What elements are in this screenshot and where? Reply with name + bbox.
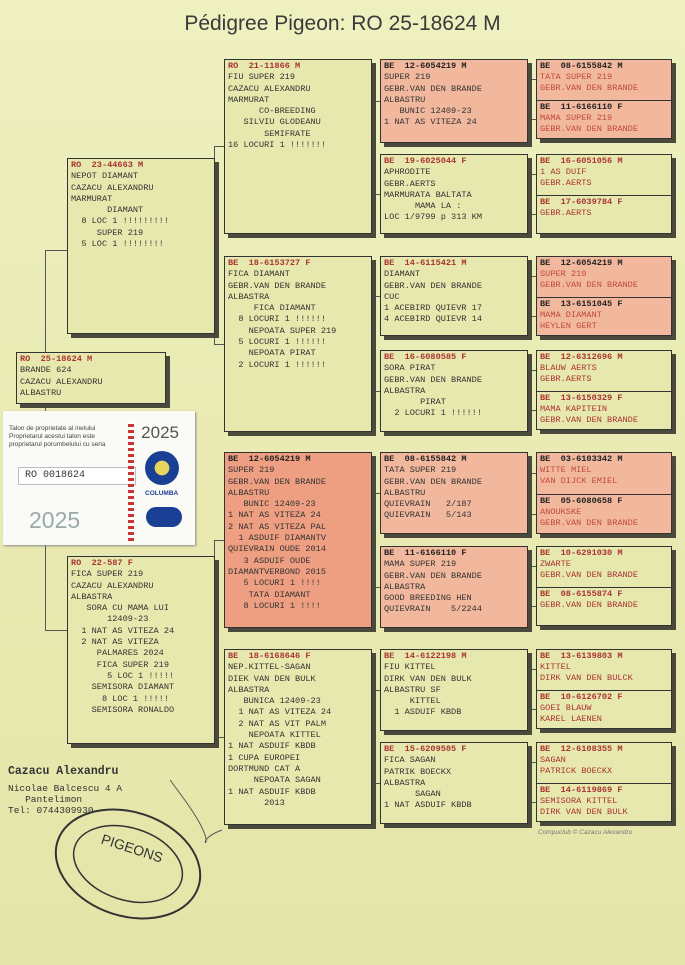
pedigree-line: GEBR.AERTS <box>540 208 592 218</box>
gggp-dam <box>537 195 671 234</box>
gggp-sire <box>537 547 671 587</box>
pedigree-line: DORTMUND CAT A <box>228 763 301 774</box>
pedigree-line: SORA CU MAMA LUI <box>71 603 169 614</box>
pedigree-line: 2 LOCURI 1 !!!!!! <box>228 359 326 370</box>
ring-number: BE 14-6119869 F <box>540 785 623 795</box>
pedigree-line: SUPER 219 <box>71 227 144 238</box>
columba-emblem-icon <box>145 451 179 485</box>
pedigree-line: GOOD BREEDING HEN <box>384 593 472 604</box>
pedigree-line: GEBR.VAN DEN BRANDE <box>540 280 638 290</box>
ring-number: BE 08-6155842 M <box>540 61 623 71</box>
pedigree-line: BUNICA 12409-23 <box>228 696 321 707</box>
pedigree-line: SUPER 219 <box>384 72 431 83</box>
pedigree-line: NEP.KITTEL-SAGAN <box>228 662 311 673</box>
pedigree-line: 1 ASDUIF KBDB <box>384 707 462 718</box>
great-great-grandparents-card <box>536 742 672 822</box>
great-grandparent-card <box>380 154 528 234</box>
pedigree-line: DIRK VAN DEN BULCK <box>540 673 633 683</box>
sire-card <box>67 158 215 334</box>
great-grandparent-card <box>380 452 528 534</box>
owner-stamp-and-signature <box>0 760 230 940</box>
pedigree-line: 8 LOC 1 !!!!! <box>71 693 169 704</box>
pedigree-line: 2 NAT AS VITEZA PAL <box>228 521 326 532</box>
pedigree-line: NEPOATA KITTEL <box>228 730 321 741</box>
pedigree-line: ALBASTRA <box>384 581 426 592</box>
pedigree-line: 2 LOCURI 1 !!!!!! <box>384 408 482 419</box>
pedigree-line: FICA DIAMANT <box>228 303 316 314</box>
lace-decoration <box>128 421 134 541</box>
pedigree-line: PATRICK BOECKX <box>540 766 613 776</box>
pedigree-line: DIRK VAN DEN BULK <box>540 807 628 817</box>
pedigree-line: APHRODITE <box>384 167 431 178</box>
pedigree-line: GEBR.VAN DEN BRANDE <box>384 570 482 581</box>
pedigree-line: SORA PIRAT <box>384 363 436 374</box>
pedigree-line: ZWARTE <box>540 559 571 569</box>
great-grandparent-card <box>380 256 528 336</box>
pedigree-line: NEPOATA SAGAN <box>228 775 321 786</box>
pedigree-line: SEMISORA RONALDO <box>71 704 175 715</box>
ring-ownership-card <box>3 411 195 545</box>
pedigree-line: GEBR.VAN DEN BRANDE <box>228 476 326 487</box>
pedigree-line: 5 LOC 1 !!!!! <box>71 670 175 681</box>
pedigree-line: SEMIFRATE <box>228 128 311 139</box>
pedigree-line: QUIEVRAIN 5/2244 <box>384 604 482 615</box>
pedigree-line: PATRIK BOECKX <box>384 766 452 777</box>
ring-number: BE 12-6054219 M <box>540 258 623 268</box>
gggp-dam <box>537 587 671 626</box>
pedigree-line: NEPOT DIAMANT <box>71 171 139 182</box>
ring-number: BE 15-6209505 F <box>384 744 467 754</box>
gggp-dam <box>537 100 671 139</box>
pedigree-line: FIU SUPER 219 <box>228 72 296 83</box>
gggp-dam <box>537 690 671 729</box>
pedigree-line: NEPOATA PIRAT <box>228 348 316 359</box>
ring-number: RO 21-11866 M <box>228 61 301 71</box>
ring-number: BE 11-6166110 F <box>384 548 467 558</box>
pedigree-line: SEMISORA DIAMANT <box>71 682 175 693</box>
gggp-sire <box>537 60 671 100</box>
pedigree-line: FIU KITTEL <box>384 662 436 673</box>
pedigree-line: GEBR.AERTS <box>384 178 436 189</box>
pedigree-line: GEBR.VAN DEN BRANDE <box>228 280 326 291</box>
tag-brand: COLUMBA <box>145 490 179 497</box>
connector <box>214 146 224 147</box>
pedigree-line: KITTEL <box>384 696 441 707</box>
gggp-sire <box>537 650 671 690</box>
pedigree-line: CAZACU ALEXANDRU <box>20 376 103 387</box>
ring-number: BE 11-6166110 F <box>540 102 623 112</box>
pedigree-line: 2 NAT AS VIT PALM <box>228 718 326 729</box>
pedigree-line: FICA SAGAN <box>384 755 436 766</box>
connector <box>214 540 224 541</box>
gggp-dam <box>537 494 671 534</box>
pedigree-line: PALMARES 2024 <box>71 648 164 659</box>
connector <box>45 250 46 352</box>
pedigree-line: BUNIC 12409-23 <box>384 106 472 117</box>
pedigree-line: QUIEVRAIN 5/143 <box>384 510 472 521</box>
pedigree-line: VAN DIJCK EMIEL <box>540 476 618 486</box>
ring-number: RO 22-587 F <box>71 558 133 568</box>
pedigree-line: 1 NAT AS VITEZA 24 <box>71 625 175 636</box>
pedigree-line: BRANDE 624 <box>20 365 72 376</box>
great-great-grandparents-card <box>536 154 672 234</box>
pedigree-line: GEBR.VAN DEN BRANDE <box>384 476 482 487</box>
software-credit: Compuclub © Cazacu Alexandru <box>538 829 633 836</box>
pedigree-line: 2 NAT AS VITEZA <box>71 637 159 648</box>
stamp-inner-ring <box>64 812 193 915</box>
pedigree-line: ALBASTRU <box>384 487 426 498</box>
great-great-grandparents-card <box>536 649 672 729</box>
pedigree-line: HEYLEN GERT <box>540 321 597 331</box>
ring-number: BE 16-6051056 M <box>540 156 623 166</box>
ring-number: BE 13-6151045 F <box>540 299 623 309</box>
pedigree-line: PIRAT <box>384 397 446 408</box>
pedigree-line: TATA SUPER 219 <box>540 72 613 82</box>
ring-number: BE 17-6039784 F <box>540 197 623 207</box>
pedigree-line: ANOUKSKE <box>540 507 582 517</box>
ring-number: RO 25-18624 M <box>20 354 93 364</box>
ring-number: BE 03-6103342 M <box>540 454 623 464</box>
pedigree-line: GEBR.AERTS <box>540 374 592 384</box>
ring-number: BE 19-6025044 F <box>384 156 467 166</box>
ring-number: RO 23-44663 M <box>71 160 144 170</box>
ring-number: BE 08-6155874 F <box>540 589 623 599</box>
pedigree-line: GEBR.VAN DEN BRANDE <box>384 280 482 291</box>
ring-number: BE 10-6291030 M <box>540 548 623 558</box>
grandparent-card <box>224 452 372 628</box>
great-great-grandparents-card <box>536 546 672 626</box>
ring-number: BE 13-6150329 F <box>540 393 623 403</box>
pedigree-line: GEBR.VAN DEN BRANDE <box>540 415 638 425</box>
pigeon-logo-icon <box>146 507 182 527</box>
pedigree-line: 5 LOCURI 1 !!!!!! <box>228 337 326 348</box>
pedigree-line: MAMA KAPITEIN <box>540 404 608 414</box>
tag-year-large: 2025 <box>29 507 81 533</box>
ring-number: BE 12-6312696 M <box>540 352 623 362</box>
tag-ring-number: RO 0018624 <box>18 467 136 485</box>
pedigree-line: MARMURAT <box>71 193 113 204</box>
pedigree-line: SAGAN <box>384 789 441 800</box>
connector <box>45 250 67 251</box>
pedigree-line: GEBR.VAN DEN BRANDE <box>384 374 482 385</box>
ring-number: BE 18-6168646 F <box>228 651 311 661</box>
pedigree-line: FICA SUPER 219 <box>71 569 144 580</box>
pedigree-line: MAMA SUPER 219 <box>384 559 457 570</box>
gggp-sire <box>537 155 671 195</box>
pedigree-line: MARMURATA BALTATA <box>384 189 472 200</box>
pedigree-line: 8 LOCURI 1 !!!! <box>228 600 321 611</box>
pedigree-line: CAZACU ALEXANDRU <box>71 182 154 193</box>
pedigree-line: KITTEL <box>540 662 571 672</box>
pedigree-line: WITTE MIEL <box>540 465 592 475</box>
gggp-dam <box>537 391 671 430</box>
pedigree-line: SAGAN <box>540 755 566 765</box>
pedigree-line: 1 NAT AS VITEZA 24 <box>228 707 332 718</box>
great-great-grandparents-card <box>536 350 672 430</box>
ring-number: BE 14-6115421 M <box>384 258 467 268</box>
gggp-sire <box>537 453 671 494</box>
pedigree-line: DIEK VAN DEN BULK <box>228 673 316 684</box>
pedigree-line: GEBR.AERTS <box>540 178 592 188</box>
gggp-dam <box>537 297 671 336</box>
pedigree-line: 5 LOC 1 !!!!!!!! <box>71 239 164 250</box>
stamp-outer-ring <box>42 792 215 937</box>
pedigree-line: GEBR.VAN DEN BRANDE <box>384 83 482 94</box>
pedigree-line: 5 LOCURI 1 !!!! <box>228 578 321 589</box>
pedigree-line: ALBASTRA <box>228 291 270 302</box>
gggp-sire <box>537 257 671 297</box>
connector <box>214 344 224 345</box>
pedigree-line: TATA SUPER 219 <box>384 465 457 476</box>
pedigree-line: 8 LOCURI 1 !!!!!! <box>228 314 326 325</box>
ring-number: BE 16-6080585 F <box>384 352 467 362</box>
pedigree-line: DIAMANT <box>71 205 144 216</box>
owner-city: Pantelimon <box>8 794 83 805</box>
ring-number: BE 05-6080658 F <box>540 496 623 506</box>
pedigree-line: GEBR.VAN DEN BRANDE <box>540 518 638 528</box>
pedigree-line: 1 CUPA EUROPEI <box>228 752 301 763</box>
connector <box>45 630 67 631</box>
pedigree-line: QUIEVRAIN OUDE 2014 <box>228 544 326 555</box>
dam-card <box>67 556 215 744</box>
pedigree-line: ALBASTRU <box>228 487 270 498</box>
pedigree-line: SEMISORA KITTEL <box>540 796 618 806</box>
great-great-grandparents-card <box>536 256 672 336</box>
pedigree-line: MARMURAT <box>228 94 270 105</box>
pedigree-line: DIAMANTVERBOND 2015 <box>228 566 326 577</box>
pedigree-line: ALBASTRU SF <box>384 684 441 695</box>
pedigree-line: GEBR.VAN DEN BRANDE <box>540 83 638 93</box>
ring-number: BE 10-6126702 F <box>540 692 623 702</box>
pedigree-line: ALBASTRA <box>228 684 270 695</box>
great-grandparent-card <box>380 546 528 628</box>
pedigree-line: ALBASTRA <box>71 591 113 602</box>
pedigree-line: ALBASTRA <box>384 777 426 788</box>
page-title: Pédigree Pigeon: RO 25-18624 M <box>184 12 501 35</box>
pedigree-line: GOEI BLAUW <box>540 703 592 713</box>
connector <box>214 737 224 738</box>
pedigree-line: 2013 <box>228 797 285 808</box>
pedigree-line: 1 NAT ASDUIF KBDB <box>384 800 472 811</box>
pedigree-line: 1 AS DUIF <box>540 167 587 177</box>
great-great-grandparents-card <box>536 59 672 139</box>
pedigree-line: BLAUW AERTS <box>540 363 597 373</box>
pedigree-line: MAMA DIAMANT <box>540 310 602 320</box>
great-great-grandparents-card <box>536 452 672 534</box>
owner-phone: Tel: 0744309930 <box>8 805 94 816</box>
pedigree-line: 12409-23 <box>71 614 149 625</box>
pedigree-line: NEPOATA SUPER 219 <box>228 325 337 336</box>
stamp-center-text: PIGEONS <box>99 830 165 866</box>
gggp-sire <box>537 351 671 391</box>
pedigree-line: 3 ASDUIF OUDE <box>228 555 311 566</box>
pedigree-line: KAREL LAENEN <box>540 714 602 724</box>
grandparent-card <box>224 59 372 234</box>
owner-address: Nicolae Balcescu 4 A <box>8 783 123 794</box>
pedigree-line: ALBASTRU <box>384 94 426 105</box>
pedigree-line: GEBR.VAN DEN BRANDE <box>540 600 638 610</box>
pedigree-line: DIRK VAN DEN BULK <box>384 673 472 684</box>
ring-number: BE 13-6139803 M <box>540 651 623 661</box>
pedigree-line: QUIEVRAIN 2/187 <box>384 499 472 510</box>
pedigree-line: CAZACU ALEXANDRU <box>228 83 311 94</box>
pedigree-line: MAMA LA : <box>384 201 462 212</box>
pedigree-line: 8 LOC 1 !!!!!!!!! <box>71 216 169 227</box>
ring-number: BE 14-6122198 M <box>384 651 467 661</box>
pedigree-line: SUPER 219 <box>540 269 587 279</box>
pedigree-line: MAMA SUPER 219 <box>540 113 613 123</box>
owner-name: Cazacu Alexandru <box>8 765 119 778</box>
pedigree-line: CAZACU ALEXANDRU <box>71 580 154 591</box>
grandparent-card <box>224 649 372 825</box>
pedigree-line: FICA SUPER 219 <box>71 659 169 670</box>
ring-number: BE 12-6054219 M <box>228 454 311 464</box>
pedigree-line: 1 ACEBIRD QUIEVR 17 <box>384 303 482 314</box>
pedigree-line: 4 ACEBIRD QUIEVR 14 <box>384 314 482 325</box>
ring-number: BE 08-6155842 M <box>384 454 467 464</box>
pedigree-line: GEBR.VAN DEN BRANDE <box>540 570 638 580</box>
pedigree-line: FICA DIAMANT <box>228 269 290 280</box>
pedigree-line: 1 ASDUIF DIAMANTV <box>228 533 326 544</box>
ring-number: BE 12-6108355 M <box>540 744 623 754</box>
gggp-dam <box>537 783 671 822</box>
pedigree-line: 1 NAT ASDUIF KBDB <box>228 741 316 752</box>
pedigree-line: CUC <box>384 291 400 302</box>
pedigree-line: SILVIU GLODEANU <box>228 117 321 128</box>
pedigree-line: GEBR.VAN DEN BRANDE <box>540 124 638 134</box>
pedigree-line: DIAMANT <box>384 269 421 280</box>
grandparent-card <box>224 256 372 432</box>
pedigree-line: TATA DIAMANT <box>228 589 311 600</box>
pedigree-line: CO-BREEDING <box>228 106 316 117</box>
pedigree-line: BUNIC 12409-23 <box>228 499 316 510</box>
tag-year: 2025 <box>141 423 179 442</box>
pedigree-line: 1 NAT AS VITEZA 24 <box>384 117 477 128</box>
great-grandparent-card <box>380 350 528 432</box>
ring-number: BE 18-6153727 F <box>228 258 311 268</box>
pedigree-line: 1 NAT AS VITEZA 24 <box>228 510 321 521</box>
gggp-sire <box>537 743 671 783</box>
pedigree-line: SUPER 219 <box>228 465 275 476</box>
pedigree-line: LOC 1/9799 p 313 KM <box>384 212 482 223</box>
ring-number: BE 12-6054219 M <box>384 61 467 71</box>
pedigree-line: ALBASTRU <box>20 387 62 398</box>
tag-text: Talon de proprietate al inelului Proprietarul acestui talon este proprietarul porumbelului cu seria <box>9 425 106 448</box>
pedigree-line: 1 NAT ASDUIF KBDB <box>228 786 316 797</box>
subject-pigeon-card <box>16 352 166 404</box>
pedigree-line: ALBASTRA <box>384 385 426 396</box>
great-grandparent-card <box>380 649 528 731</box>
pedigree-line: 16 LOCURI 1 !!!!!!! <box>228 140 326 151</box>
great-grandparent-card <box>380 742 528 824</box>
great-grandparent-card <box>380 59 528 143</box>
